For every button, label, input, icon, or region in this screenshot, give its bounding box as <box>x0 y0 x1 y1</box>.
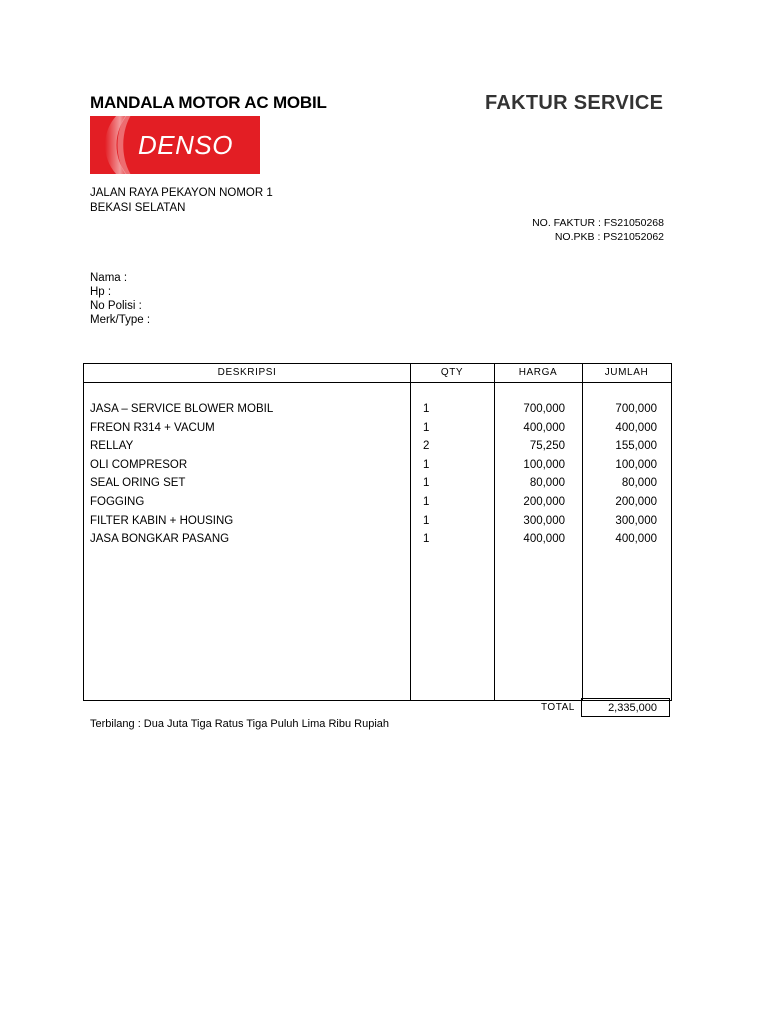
item-qty: 1 <box>423 495 430 508</box>
table-row <box>84 422 671 441</box>
item-price: 100,000 <box>523 458 565 471</box>
item-price: 200,000 <box>523 495 565 508</box>
item-description: FREON R314 + VACUM <box>90 421 215 434</box>
header-divider <box>84 382 671 383</box>
address-block <box>90 186 273 216</box>
document-title: FAKTUR SERVICE <box>485 92 664 114</box>
item-amount: 155,000 <box>615 440 657 453</box>
item-amount: 200,000 <box>615 495 657 508</box>
item-description: JASA BONGKAR PASANG <box>90 533 230 546</box>
item-description: RELLAY <box>90 440 134 453</box>
company-name: MANDALA MOTOR AC MOBIL <box>90 93 327 112</box>
item-amount: 300,000 <box>615 514 657 527</box>
header-qty: QTY <box>440 367 464 378</box>
item-qty: 1 <box>423 421 430 434</box>
vehicle-type-field: Merk/Type : <box>90 314 151 326</box>
customer-name-field: Nama : <box>90 272 128 284</box>
table-body <box>84 403 671 552</box>
table-row <box>84 440 671 459</box>
reference-numbers <box>532 216 664 244</box>
item-price: 700,000 <box>523 403 565 415</box>
item-price: 80,000 <box>529 477 565 490</box>
item-description: SEAL ORING SET <box>90 477 186 490</box>
table-row <box>84 496 671 515</box>
address-line-2: BEKASI SELATAN <box>90 202 186 214</box>
item-amount: 400,000 <box>615 421 657 434</box>
item-amount: 700,000 <box>615 403 657 415</box>
item-qty: 1 <box>423 533 430 546</box>
item-amount: 80,000 <box>621 477 657 490</box>
item-description: OLI COMPRESOR <box>90 458 188 471</box>
table-row <box>84 477 671 496</box>
header-price: HARGA <box>518 367 558 378</box>
address-line-1: JALAN RAYA PEKAYON NOMOR 1 <box>90 187 273 199</box>
total-amount: 2,335,000 <box>608 702 657 714</box>
table-row <box>84 533 671 552</box>
service-items-table <box>83 363 672 701</box>
work-order-number: NO.PKB : PS21052062 <box>554 231 664 243</box>
item-qty: 1 <box>423 403 430 415</box>
logo-wordmark: DENSO <box>138 130 233 160</box>
item-price: 75,250 <box>529 440 565 453</box>
plate-number-field: No Polisi : <box>90 300 142 312</box>
item-price: 400,000 <box>523 421 565 434</box>
item-amount: 400,000 <box>615 533 657 546</box>
table-row <box>84 459 671 478</box>
header-description: DESKRIPSI <box>217 367 277 378</box>
amount-in-words: Terbilang : Dua Juta Tiga Ratus Tiga Puluh Lima Ribu Rupiah <box>90 718 390 730</box>
item-amount: 100,000 <box>615 458 657 471</box>
total-label: TOTAL <box>541 702 575 713</box>
item-description: JASA – SERVICE BLOWER MOBIL <box>90 403 274 415</box>
item-qty: 1 <box>423 458 430 471</box>
customer-info <box>90 271 150 327</box>
invoice-number: NO. FAKTUR : FS21050268 <box>532 217 664 229</box>
item-qty: 2 <box>423 440 430 453</box>
item-description: FOGGING <box>90 495 145 508</box>
total-box <box>581 698 670 717</box>
item-price: 300,000 <box>523 514 565 527</box>
table-row <box>84 403 671 422</box>
table-row <box>84 515 671 534</box>
denso-logo <box>90 116 260 174</box>
item-qty: 1 <box>423 514 430 527</box>
item-qty: 1 <box>423 477 430 490</box>
customer-phone-field: Hp : <box>90 286 112 298</box>
item-description: FILTER KABIN + HOUSING <box>90 514 234 527</box>
item-price: 400,000 <box>523 533 565 546</box>
header-amount: JUMLAH <box>604 367 649 378</box>
